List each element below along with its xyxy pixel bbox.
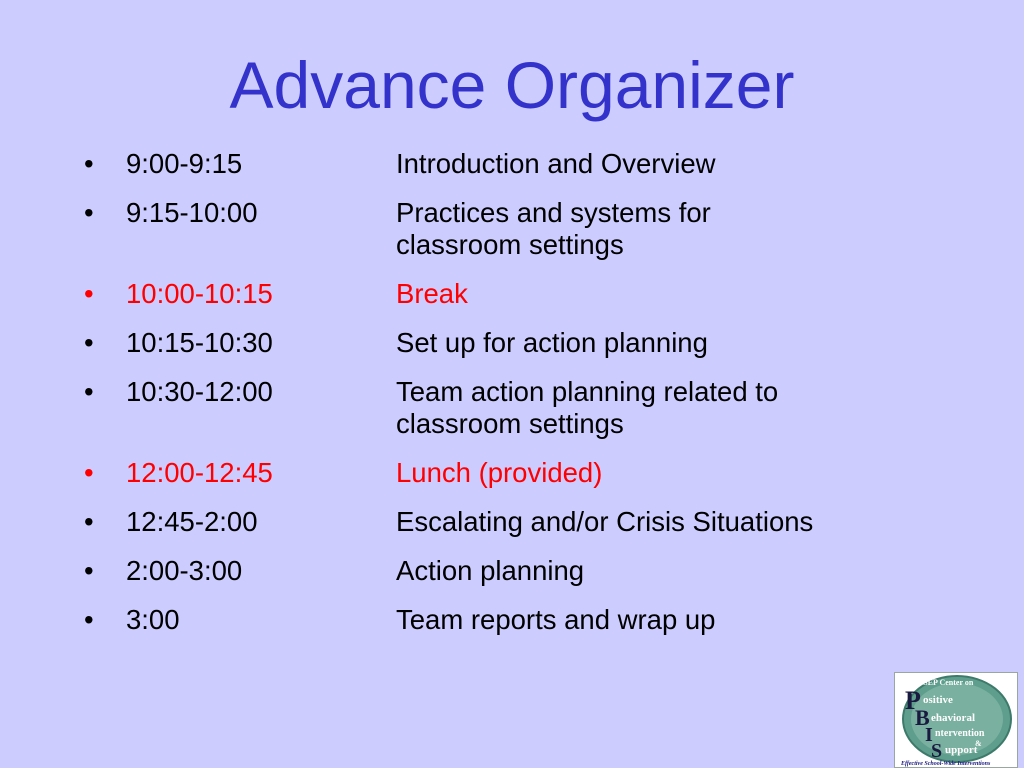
agenda-time: 9:00-9:15 (126, 148, 243, 179)
agenda-activity: Action planning (396, 555, 585, 586)
logo-letter-i: I (925, 724, 933, 746)
bullet-icon: • (84, 376, 94, 407)
logo-letter-b: B (915, 705, 930, 730)
agenda-activity: Set up for action planning (396, 327, 708, 358)
agenda-item (84, 197, 984, 261)
logo-footer: Effective School-Wide Interventions (901, 761, 991, 767)
logo-word-behavioral: ehavioral (931, 712, 975, 724)
pbis-logo-graphic (895, 673, 1017, 767)
agenda-time: 3:00 (126, 604, 180, 635)
agenda-time: 10:30-12:00 (126, 376, 273, 407)
agenda-activity: Practices and systems for classroom settings (396, 197, 711, 260)
agenda-item (84, 327, 984, 359)
logo-word-support: upport (945, 744, 978, 756)
agenda-activity: Escalating and/or Crisis Situations (396, 506, 814, 537)
bullet-icon: • (84, 327, 94, 358)
agenda-item (84, 555, 984, 587)
bullet-icon: • (84, 604, 94, 635)
logo-word-intervention: ntervention (935, 728, 985, 739)
logo-ampersand: & (975, 739, 982, 748)
bullet-icon: • (84, 555, 94, 586)
agenda-item (84, 148, 984, 180)
agenda-item (84, 457, 984, 489)
agenda-activity: Introduction and Overview (396, 148, 716, 179)
agenda-activity: Team action planning related to classroom settings (396, 376, 779, 439)
agenda-time: 12:45-2:00 (126, 506, 258, 537)
logo-word-positive: ositive (923, 694, 953, 706)
agenda-time: 10:15-10:30 (126, 327, 273, 358)
logo-letter-p: P (905, 686, 921, 715)
agenda-activity: Break (396, 278, 468, 309)
agenda-activity: Team reports and wrap up (396, 604, 716, 635)
agenda-list (84, 148, 984, 653)
bullet-icon: • (84, 506, 94, 537)
logo-letter-s: S (931, 740, 943, 762)
agenda-time: 9:15-10:00 (126, 197, 258, 228)
logo-header: OSEP Center on (917, 678, 974, 687)
agenda-item (84, 376, 984, 440)
agenda-item (84, 506, 984, 538)
slide-title: Advance Organizer (229, 48, 795, 122)
agenda-activity: Lunch (provided) (396, 457, 603, 488)
agenda-time: 10:00-10:15 (126, 278, 273, 309)
bullet-icon: • (84, 457, 94, 488)
agenda-item (84, 278, 984, 310)
bullet-icon: • (84, 278, 94, 309)
agenda-time: 12:00-12:45 (126, 457, 273, 488)
agenda-item (84, 604, 984, 636)
bullet-icon: • (84, 197, 94, 228)
pbis-logo (894, 672, 1018, 768)
agenda-time: 2:00-3:00 (126, 555, 243, 586)
bullet-icon: • (84, 148, 94, 179)
